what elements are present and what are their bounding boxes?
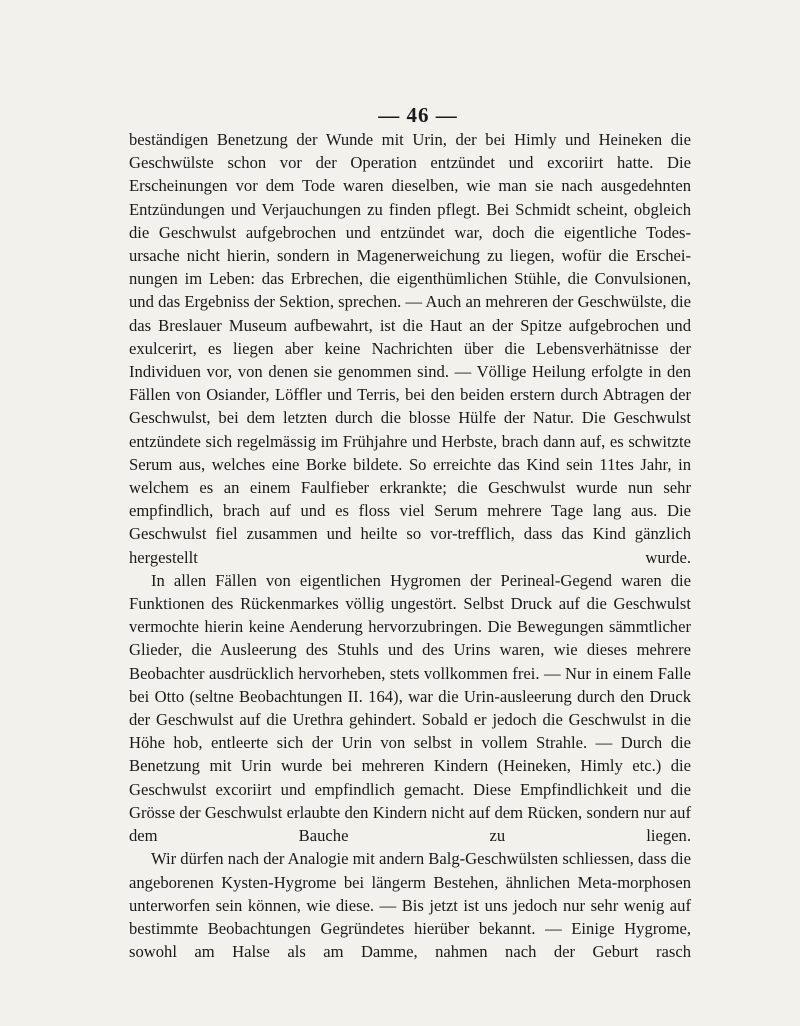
paragraph-1: beständigen Benetzung der Wunde mit Urin, der bei Himly und Heineken die Geschwülste schon vor der Operation entzündet und excoriirt hatte. Die Erscheinungen vor dem Tode waren dieselben, wie man sie nach ausgedehnten Entzündungen und Verjauchungen zu finden pflegt. Bei Schmidt scheint, obgleich die Geschwulst aufgebrochen und entzündet war, doch die eigentliche Todes-ursache nicht hierin, sondern in Magenerweichung zu liegen, wofür die Erschei-nungen im Leben: das Erbrechen, die eigenthümlichen Stühle, die Convulsionen, und das Ergebniss der Sektion, sprechen. — Auch an mehreren der Geschwülste, die das Breslauer Museum aufbewahrt, ist die Haut an der Spitze aufgebrochen und exulcerirt, es liegen aber keine Nachrichten über die Lebensverhätnisse der Individuen vor, von denen sie genommen sind. — Völlige Heilung erfolgte in den Fällen von Osiander, Löffler und Terris, bei den beiden erstern durch Abtragen der Geschwulst, bei dem letzten durch die blosse Hülfe der Natur. Die Geschwulst entzündete sich regelmässig im Frühjahre und Herbste, brach dann auf, es schwitzte Serum aus, welches eine Borke bildete. So erreichte das Kind sein 11tes Jahr, in welchem es an einem Faulfieber erkrankte; die Geschwulst wurde nun sehr empfindlich, brach auf und es floss viel Serum mehrere Tage lang aus. Die Geschwulst fiel zusammen und heilte so vor-trefflich, dass das Kind gänzlich hergestellt wurde. [129,130,691,567]
page-number: — 46 — [378,103,458,127]
paragraph-3: Wir dürfen nach der Analogie mit andern Balg-Geschwülsten schliessen, dass die angeborenen Kysten-Hygrome bei längerm Bestehen, ähnlichen Meta-morphosen unterworfen sein können, wie diese. — Bis jetzt ist uns jedoch nur sehr wenig auf bestimmte Beobachtungen Gegründetes hierüber bekannt. — Einige Hygrome, sowohl am Halse als am Damme, nahmen nach der Geburt rasch [129,849,691,962]
paragraph-2: In allen Fällen von eigentlichen Hygromen der Perineal-Gegend waren die Funktionen des Rückenmarkes völlig ungestört. Selbst Druck auf die Geschwulst vermochte hierin keine Aenderung hervorzubringen. Die Bewegungen sämmtlicher Glieder, die Ausleerung des Stuhls und des Urins waren, wie dieses mehrere Beobachter ausdrücklich hervorheben, stets vollkommen frei. — Nur in einem Falle bei Otto (seltne Beobachtungen II. 164), war die Urin-ausleerung durch den Druck der Geschwulst auf die Urethra gehindert. Sobald er jedoch die Geschwulst in die Höhe hob, entleerte sich der Urin von selbst in vollem Strahle. — Durch die Benetzung mit Urin wurde bei mehreren Kindern (Heineken, Himly etc.) die Geschwulst excoriirt und empfindlich gemacht. Diese Empfindlichkeit und die Grösse der Geschwulst erlaubte den Kindern nicht auf dem Rücken, sondern nur auf dem Bauche zu liegen. [129,570,691,846]
body-text [129,128,691,963]
